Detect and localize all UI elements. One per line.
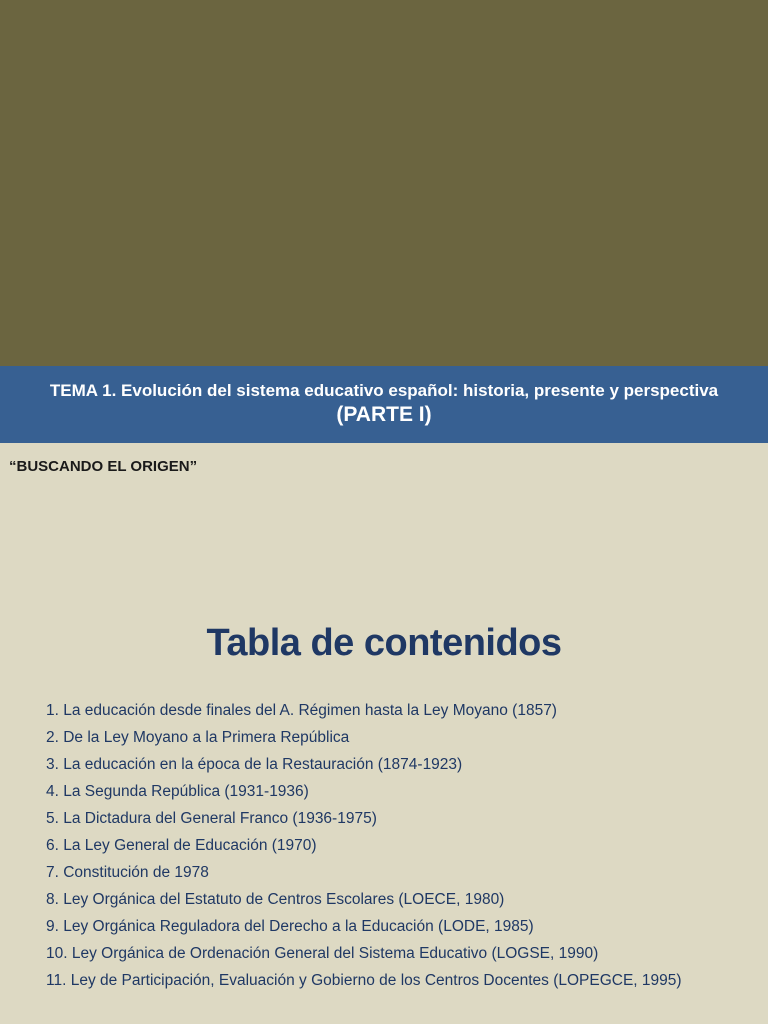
toc-item[interactable]: 5. La Dictadura del General Franco (1936-1975) <box>46 810 377 827</box>
toc-item[interactable]: 9. Ley Orgánica Reguladora del Derecho a la Educación (LODE, 1985) <box>46 918 534 935</box>
toc-item[interactable]: 10. Ley Orgánica de Ordenación General del Sistema Educativo (LOGSE, 1990) <box>46 945 599 962</box>
cover-band <box>0 0 768 366</box>
toc-heading: Tabla de contenidos <box>206 622 562 664</box>
toc-item[interactable]: 7. Constitución de 1978 <box>46 864 209 881</box>
title-banner <box>0 366 768 443</box>
section-quote: “BUSCANDO EL ORIGEN” <box>9 458 198 475</box>
toc-item[interactable]: 8. Ley Orgánica del Estatuto de Centros Escolares (LOECE, 1980) <box>46 891 505 908</box>
toc-item[interactable]: 4. La Segunda República (1931-1936) <box>46 783 309 800</box>
toc-list <box>46 700 726 997</box>
toc-item[interactable]: 6. La Ley General de Educación (1970) <box>46 837 317 854</box>
page-subtitle-part: (PARTE I) <box>336 403 432 426</box>
toc-item[interactable]: 11. Ley de Participación, Evaluación y Gobierno de los Centros Docentes (LOPEGCE, 1995) <box>46 972 682 989</box>
toc-item[interactable]: 2. De la Ley Moyano a la Primera República <box>46 729 350 746</box>
page-title: TEMA 1. Evolución del sistema educativo español: historia, presente y perspectiva <box>49 381 719 400</box>
toc-item[interactable]: 3. La educación en la época de la Restauración (1874-1923) <box>46 756 463 773</box>
toc-item[interactable]: 1. La educación desde finales del A. Régimen hasta la Ley Moyano (1857) <box>46 702 557 719</box>
